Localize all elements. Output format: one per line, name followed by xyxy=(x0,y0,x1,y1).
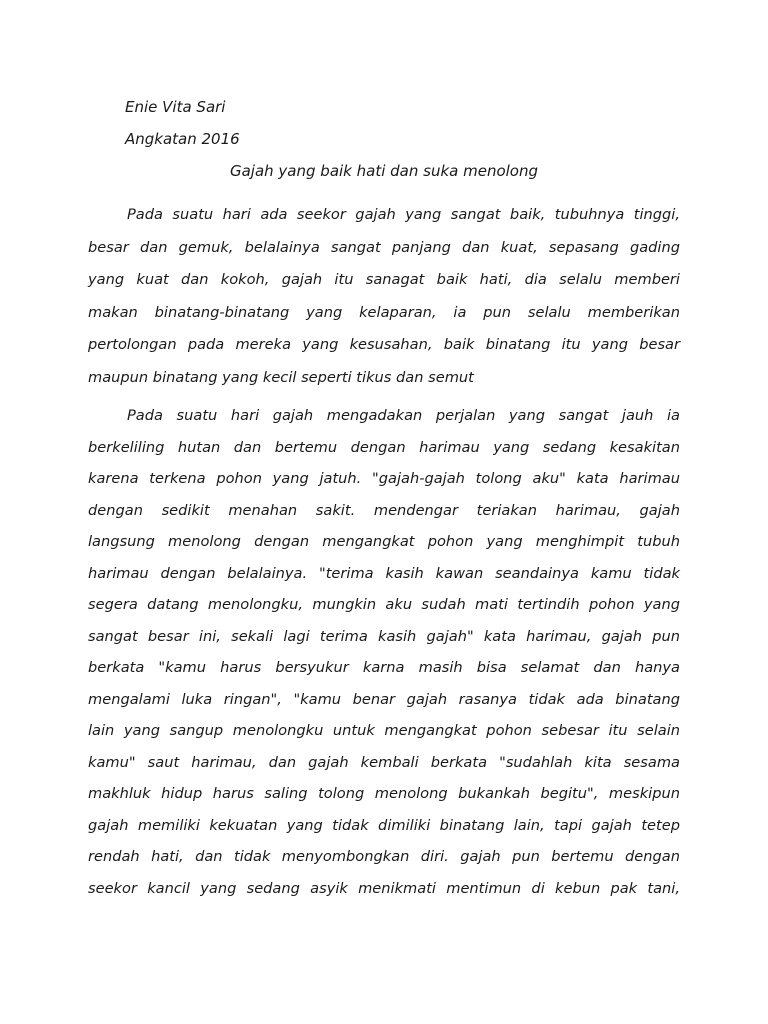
document-title: Gajah yang baik hati dan suka menolong xyxy=(229,162,539,180)
text-line: Pada suatu hari gajah mengadakan perjalan yang sangat jauh ia xyxy=(127,407,680,424)
paragraph-2 xyxy=(88,400,680,904)
text-line: makhluk hidup harus saling tolong menolong bukankah begitu", meskipun xyxy=(88,785,680,802)
text-line: sangat besar ini, sekali lagi terima kasih gajah" kata harimau, gajah pun xyxy=(88,627,680,645)
text-line: segera datang menolongku, mungkin aku sudah mati tertindih pohon yang xyxy=(88,596,680,613)
batch-year: Angkatan 2016 xyxy=(125,130,240,148)
text-line: maupun binatang yang kecil seperti tikus dan semut xyxy=(88,368,474,386)
text-line: Pada suatu hari ada seekor gajah yang sangat baik, tubuhnya tinggi, xyxy=(127,206,680,223)
text-line: berkeliling hutan dan bertemu dengan harimau yang sedang kesakitan xyxy=(88,438,680,456)
text-line: gajah memiliki kekuatan yang tidak dimiliki binatang lain, tapi gajah tetep xyxy=(88,816,680,834)
text-line: harimau dengan belalainya. "terima kasih kawan seandainya kamu tidak xyxy=(88,564,680,582)
text-line: langsung menolong dengan mengangkat pohon yang menghimpit tubuh xyxy=(88,533,680,550)
text-line: karena terkena pohon yang jatuh. "gajah-gajah tolong aku" kata harimau xyxy=(88,470,680,487)
text-line: kamu" saut harimau, dan gajah kembali berkata "sudahlah kita sesama xyxy=(88,753,680,771)
text-line: yang kuat dan kokoh, gajah itu sanagat baik hati, dia selalu memberi xyxy=(88,271,680,289)
paragraph-1 xyxy=(88,199,680,395)
text-line: pertolongan pada mereka yang kesusahan, baik binatang itu yang besar xyxy=(88,336,680,354)
text-line: berkata "kamu harus bersyukur karna masih bisa selamat dan hanya xyxy=(88,659,680,676)
text-line: rendah hati, dan tidak menyombongkan diri. gajah pun bertemu dengan xyxy=(88,848,680,865)
text-line: besar dan gemuk, belalainya sangat panjang dan kuat, sepasang gading xyxy=(88,238,680,256)
text-line: lain yang sangup menolongku untuk mengangkat pohon sebesar itu selain xyxy=(88,722,680,739)
text-line: seekor kancil yang sedang asyik menikmati mentimun di kebun pak tani, xyxy=(88,879,680,897)
text-line: dengan sedikit menahan sakit. mendengar teriakan harimau, gajah xyxy=(88,501,680,519)
text-line: mengalami luka ringan", "kamu benar gajah rasanya tidak ada binatang xyxy=(88,690,680,708)
text-line: makan binatang-binatang yang kelaparan, ia pun selalu memberikan xyxy=(88,303,680,321)
author-name: Enie Vita Sari xyxy=(125,98,226,116)
